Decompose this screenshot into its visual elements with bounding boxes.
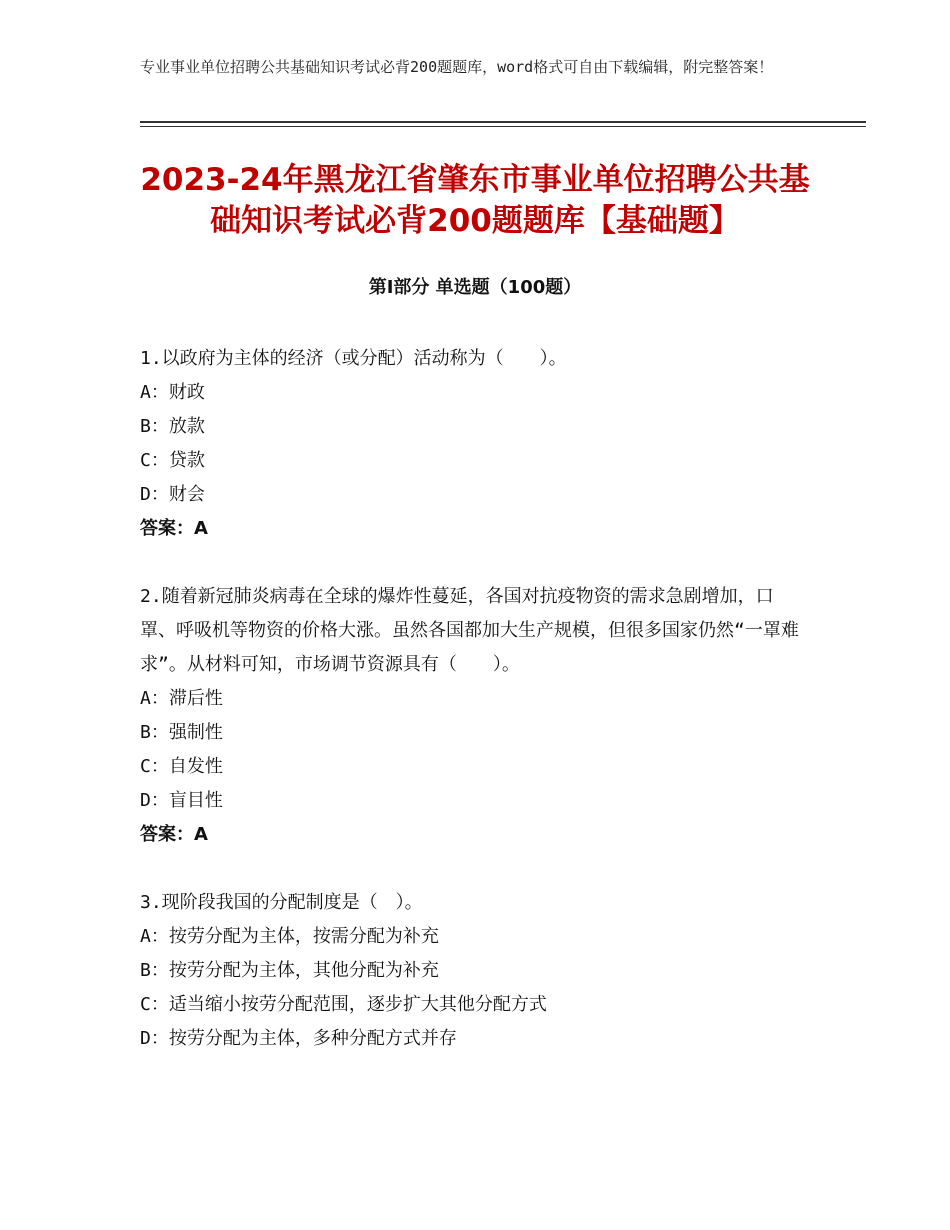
option-a: A：财政 <box>140 382 205 403</box>
question-stem: 1.以政府为主体的经济（或分配）活动称为（ ）。 <box>140 348 567 369</box>
question-stem: 2.随着新冠肺炎病毒在全球的爆炸性蔓延，各国对抗疫物资的需求急剧增加，口罩、呼吸机等物资的价格大涨。虽然各国都加大生产规模，但很多国家仍然“一罩难求”。从材料可知，市场调节资源具有（ ）。 <box>140 586 799 675</box>
question-1 <box>140 342 800 546</box>
question-2 <box>140 580 800 852</box>
question-stem: 3.现阶段我国的分配制度是（ ）。 <box>140 892 423 913</box>
option-a: A：按劳分配为主体，按需分配为补充 <box>140 926 439 947</box>
answer: 答案：A <box>140 824 208 845</box>
header-divider-thin <box>140 126 866 127</box>
option-b: B：强制性 <box>140 722 223 743</box>
option-c: C：适当缩小按劳分配范围，逐步扩大其他分配方式 <box>140 994 547 1015</box>
question-list <box>140 342 800 1090</box>
option-b: B：按劳分配为主体，其他分配为补充 <box>140 960 439 981</box>
option-c: C：贷款 <box>140 450 205 471</box>
question-3 <box>140 886 800 1056</box>
document-title: 2023-24年黑龙江省肇东市事业单位招聘公共基础知识考试必背200题题库【基础题】 <box>140 162 810 239</box>
option-a: A：滞后性 <box>140 688 223 709</box>
option-c: C：自发性 <box>140 756 223 777</box>
answer: 答案：A <box>140 518 208 539</box>
option-d: D：财会 <box>140 484 205 505</box>
option-b: B：放款 <box>140 416 205 437</box>
header-note: 专业事业单位招聘公共基础知识考试必背200题题库，word格式可自由下载编辑，附完整答案！ <box>140 58 774 76</box>
option-d: D：按劳分配为主体，多种分配方式并存 <box>140 1028 457 1049</box>
section-title: 第Ⅰ部分 单选题（100题） <box>368 277 582 298</box>
header-divider-thick <box>140 121 866 123</box>
option-d: D：盲目性 <box>140 790 223 811</box>
